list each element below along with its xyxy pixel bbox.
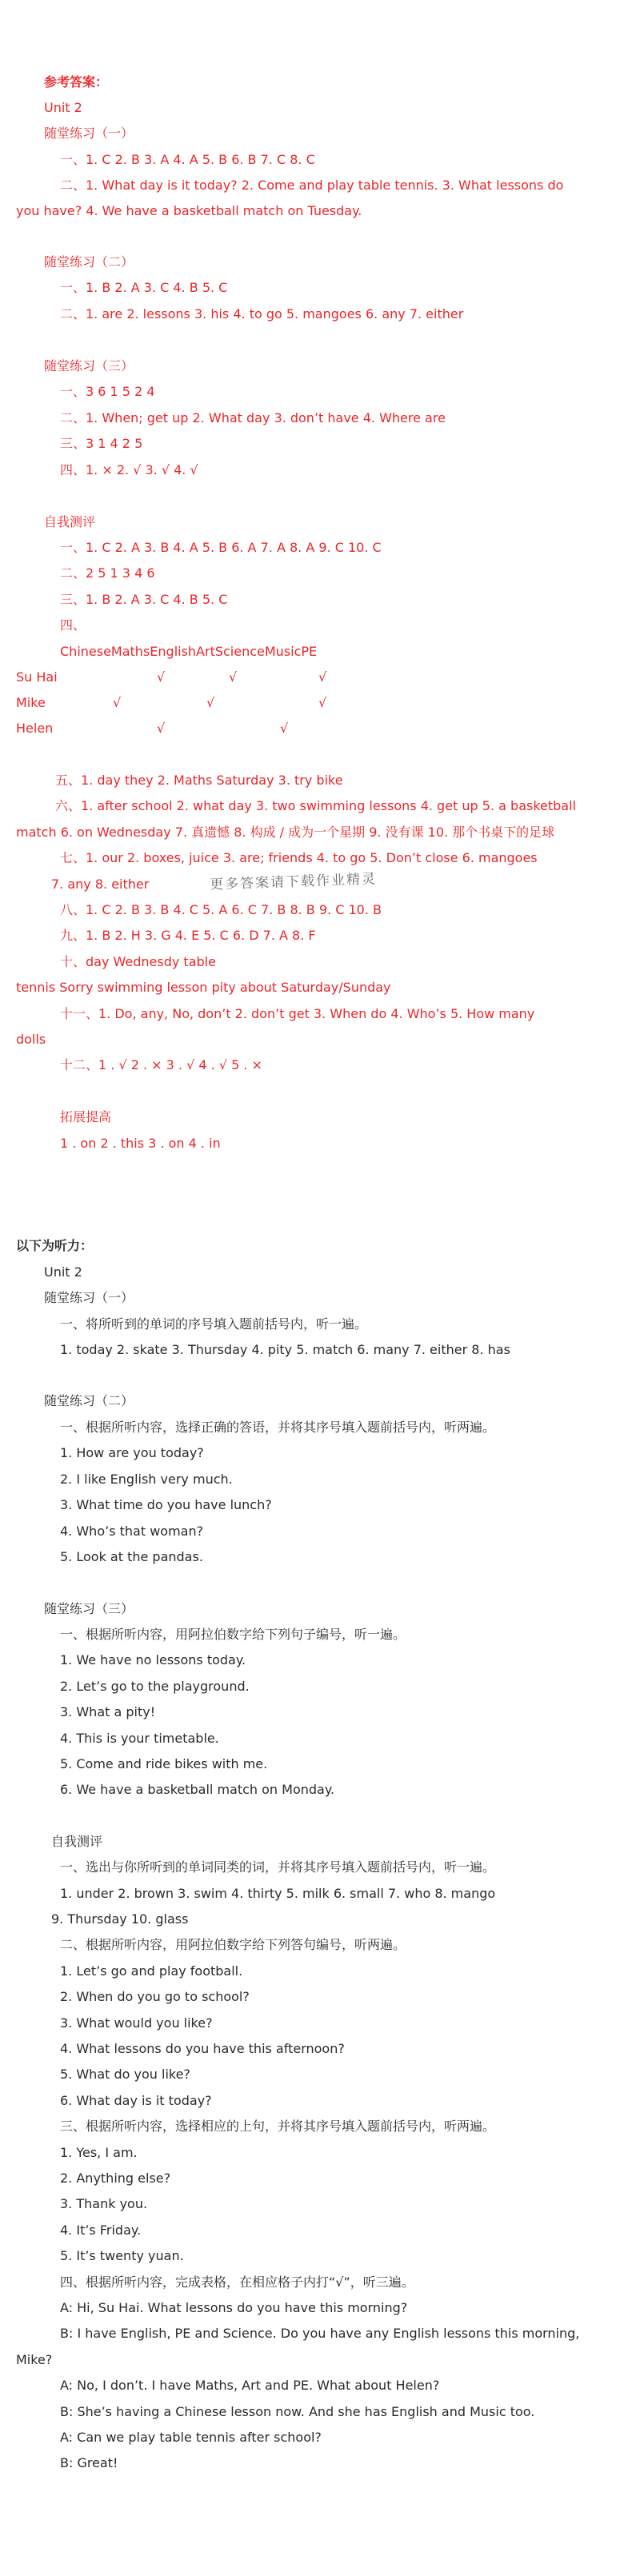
listening-unit: Unit 2 (44, 1264, 82, 1280)
check-mark: √ (157, 721, 166, 736)
self-test-line9: 九、1. B 2. H 3. G 4. E 5. C 6. D 7. A 8. F (60, 928, 316, 943)
listening-s1-line1: 1. under 2. brown 3. swim 4. thirty 5. milk 6. small 7. who 8. mango (60, 1886, 496, 1901)
self-test-line8: 八、1. C 2. B 3. B 4. C 5. A 6. C 7. B 8. B 9. C 10. B (60, 902, 382, 917)
check-mark: √ (280, 721, 289, 736)
list-item: 3. What a pity! (60, 1704, 156, 1719)
list-item: 4. This is your timetable. (60, 1731, 219, 1746)
practice1-line2b: you have? 4. We have a basketball match on Tuesday. (16, 203, 362, 218)
subjects-header: ChineseMathsEnglishArtScienceMusicPE (60, 644, 318, 659)
check-mark: √ (113, 695, 122, 710)
list-item: 4. It’s Friday. (60, 2223, 142, 2238)
list-item: 1. Yes, I am. (60, 2145, 138, 2160)
dialogue-line: A: Hi, Su Hai. What lessons do you have this morning? (60, 2300, 408, 2315)
extension-title: 拓展提高 (60, 1109, 112, 1124)
row-name-mike: Mike (16, 695, 46, 710)
dialogue-line: A: Can we play table tennis after school? (60, 2430, 322, 2445)
self-test-line7b: 7. any 8. either (51, 877, 150, 892)
self-test-line3: 三、1. B 2. A 3. C 4. B 5. C (60, 592, 228, 607)
list-item: 6. What day is it today? (60, 2093, 212, 2108)
listening-s2-instruction: 二、根据所听内容，用阿拉伯数字给下列答句编号，听两遍。 (60, 1937, 406, 1952)
listening-s3-instruction: 三、根据所听内容，选择相应的上句，并将其序号填入题前括号内，听两遍。 (60, 2119, 496, 2134)
list-item: 4. Who’s that woman? (60, 1524, 204, 1539)
list-item: 6. We have a basketball match on Monday. (60, 1782, 335, 1797)
practice2-line1: 一、1. B 2. A 3. C 4. B 5. C (60, 280, 228, 295)
practice3-line2: 二、1. When; get up 2. What day 3. don’t have 4. Where are (60, 410, 446, 425)
check-mark: √ (229, 669, 238, 685)
list-item: 2. I like English very much. (60, 1472, 233, 1487)
self-test-line7a: 七、1. our 2. boxes, juice 3. are; friends 4. to go 5. Don’t close 6. mangoes (60, 850, 538, 865)
listening-p3-instruction: 一、根据所听内容，用阿拉伯数字给下列句子编号，听一遍。 (60, 1627, 406, 1642)
practice3-line3: 三、3 1 4 2 5 (60, 436, 143, 451)
dialogue-line: B: Great! (60, 2455, 118, 2470)
list-item: 1. Let’s go and play football. (60, 1963, 243, 1979)
practice1-line1: 一、1. C 2. B 3. A 4. A 5. B 6. B 7. C 8. C (60, 152, 315, 167)
list-item: 1. We have no lessons today. (60, 1652, 246, 1667)
self-test-line11b: dolls (16, 1032, 46, 1047)
list-item: 5. What do you like? (60, 2067, 190, 2082)
answers-unit: Unit 2 (44, 100, 82, 115)
self-test-line2: 二、2 5 1 3 4 6 (60, 565, 155, 581)
list-item: 2. Let’s go to the playground. (60, 1679, 250, 1694)
check-mark: √ (318, 669, 327, 685)
list-item: 1. How are you today? (60, 1445, 204, 1460)
answers-heading: 参考答案： (44, 74, 109, 90)
list-item: 3. What would you like? (60, 2015, 213, 2031)
listening-s4-instruction: 四、根据所听内容，完成表格，在相应格子内打“√”，听三遍。 (60, 2274, 414, 2290)
practice2-title: 随堂练习（二） (44, 254, 134, 270)
dialogue-line: Mike? (16, 2352, 53, 2367)
list-item: 5. Look at the pandas. (60, 1549, 203, 1564)
list-item: 2. Anything else? (60, 2171, 171, 2186)
list-item: 3. Thank you. (60, 2196, 148, 2211)
row-name-helen: Helen (16, 721, 54, 736)
dialogue-line: B: I have English, PE and Science. Do you have any English lessons this morning, (60, 2326, 580, 2341)
self-test-title: 自我测评 (44, 514, 96, 529)
self-test-line1: 一、1. C 2. A 3. B 4. A 5. B 6. A 7. A 8. A 9. C 10. C (60, 540, 382, 555)
listening-p2-instruction: 一、根据所听内容，选择正确的答语，并将其序号填入题前括号内，听两遍。 (60, 1420, 496, 1435)
listening-p3-title: 随堂练习（三） (44, 1601, 134, 1616)
check-mark: √ (318, 695, 327, 710)
self-test-line10: 十、day Wednesdy table (60, 954, 216, 969)
practice3-line1: 一、3 6 1 5 2 4 (60, 384, 155, 399)
self-test-line5: 五、1. day they 2. Maths Saturday 3. try bike (55, 773, 343, 788)
self-test-line11a: 十一、1. Do, any, No, don’t 2. don’t get 3. When do 4. Who’s 5. How many (60, 1006, 535, 1021)
listening-p1-instruction: 一、将所听到的单词的序号填入题前括号内，听一遍。 (60, 1316, 368, 1332)
listening-p2-title: 随堂练习（二） (44, 1393, 134, 1408)
practice2-line2: 二、1. are 2. lessons 3. his 4. to go 5. mangoes 6. any 7. either (60, 306, 464, 322)
listening-p1-words: 1. today 2. skate 3. Thursday 4. pity 5. match 6. many 7. either 8. has (60, 1342, 510, 1357)
listening-self-title: 自我测评 (51, 1834, 103, 1849)
extension-line1: 1 . on 2 . this 3 . on 4 . in (60, 1136, 221, 1151)
list-item: 4. What lessons do you have this afternoon? (60, 2041, 345, 2056)
list-item: 2. When do you go to school? (60, 1989, 250, 2004)
check-mark: √ (206, 695, 215, 710)
listening-p1-title: 随堂练习（一） (44, 1290, 134, 1305)
list-item: 3. What time do you have lunch? (60, 1497, 272, 1512)
practice3-line4: 四、1. × 2. √ 3. √ 4. √ (60, 462, 198, 477)
self-test-line10b: tennis Sorry swimming lesson pity about Saturday/Sunday (16, 980, 391, 995)
listening-s1-instruction: 一、选出与你所听到的单词同类的词，并将其序号填入题前括号内，听一遍。 (60, 1859, 496, 1875)
self-test-line6b: match 6. on Wednesday 7. 真遗憾 8. 构成 / 成为一个星期 9. 没有课 10. 那个书桌下的足球 (16, 825, 555, 840)
row-name-su-hai: Su Hai (16, 669, 58, 685)
practice1-title: 随堂练习（一） (44, 126, 134, 141)
self-test-line6a: 六、1. after school 2. what day 3. two swimming lessons 4. get up 5. a basketball (55, 798, 576, 813)
watermark: 更多答案请下载作业精灵 (209, 871, 378, 893)
dialogue-line: A: No, I don’t. I have Maths, Art and PE. What about Helen? (60, 2378, 440, 2393)
check-mark: √ (157, 669, 166, 685)
practice1-line2a: 二、1. What day is it today? 2. Come and play table tennis. 3. What lessons do (60, 178, 564, 193)
listening-s1-line2: 9. Thursday 10. glass (51, 1911, 189, 1927)
listening-heading: 以下为听力： (16, 1238, 94, 1253)
self-test-line12: 十二、1 . √ 2 . × 3 . √ 4 . √ 5 . × (60, 1057, 262, 1072)
list-item: 5. Come and ride bikes with me. (60, 1756, 268, 1771)
self-test-line4: 四、 (60, 617, 86, 633)
practice3-title: 随堂练习（三） (44, 358, 134, 373)
dialogue-line: B: She’s having a Chinese lesson now. And she has English and Music too. (60, 2404, 535, 2419)
list-item: 5. It’s twenty yuan. (60, 2248, 184, 2263)
